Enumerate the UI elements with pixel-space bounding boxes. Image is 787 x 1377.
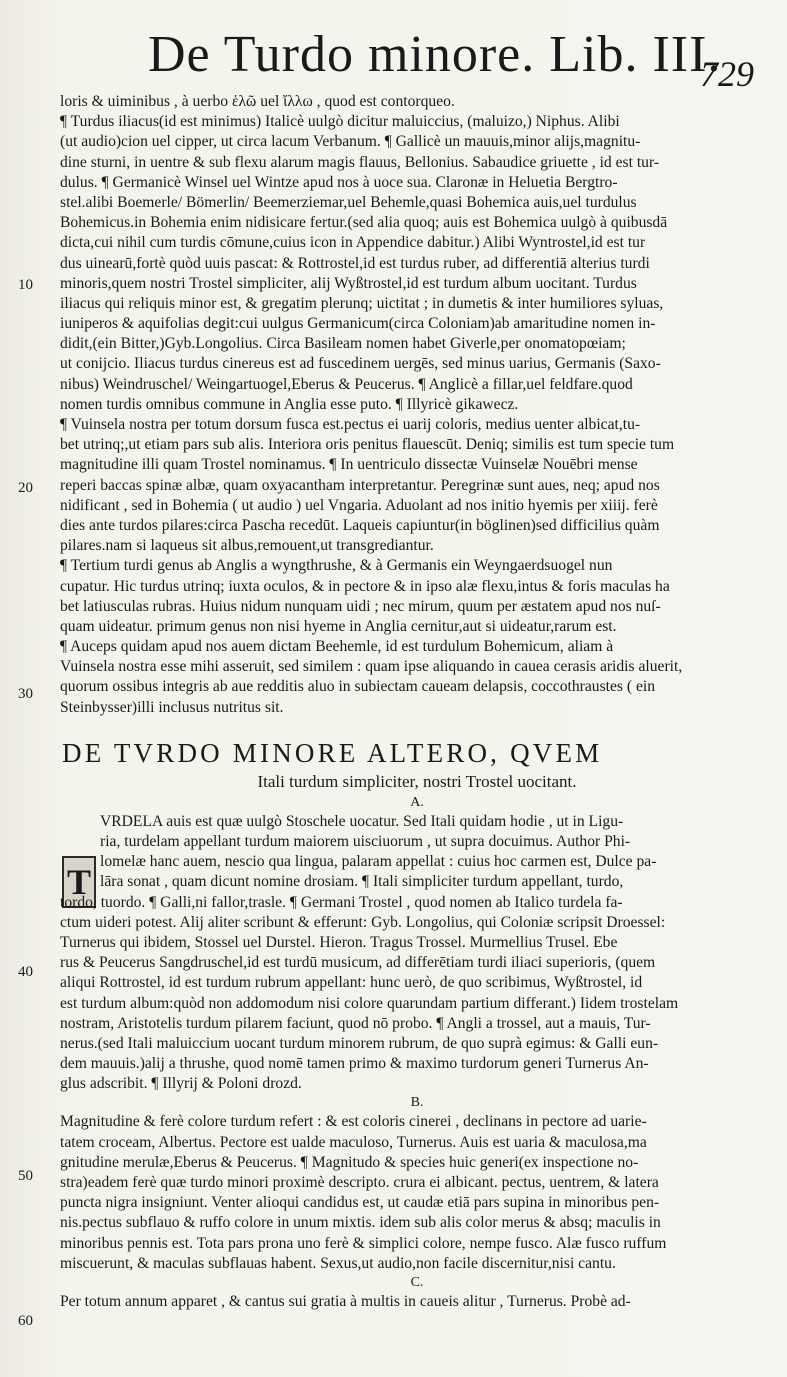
text-line: ¶ Vuinsela nostra per totum dorsum fusca est.pectus ei uarij coloris, medius uenter albicat,tu-	[60, 416, 641, 433]
main-text-column	[60, 92, 774, 1312]
text-line: puncta nigra insigniunt. Venter alioqui candidus est, ut caudæ etiā pars supina in minoribus pen-	[60, 1194, 660, 1212]
text-line: bet utrinq;,ut etiam pars sub alis. Interiora oris penitus flauescūt. Deniq; similis est tum specie tum	[60, 436, 675, 454]
text-line: dine sturni, in uentre & sub flexu alarum magis flauus, Bellonius. Sabaudice griuette , id est tur-	[60, 153, 660, 171]
text-line: pilares.nam si laqueus sit albus,remouent,ut transgrediantur.	[60, 537, 434, 555]
text-line: iliacus qui reliquis minor est, & gregatim plerunq; uictitat ; in dumetis & inter humiliores syluas,	[60, 294, 664, 312]
text-line: lomelæ hanc auem, nescio qua lingua, palaram appellat : cuius hoc carmen est, Dulce pa-	[100, 853, 657, 871]
text-line: Vuinsela nostra esse mihi asseruit, sed similem : quam ipse aliquando in cauea cerasis aridis aluerit,	[60, 658, 683, 676]
margin-line-number: 20	[18, 480, 33, 496]
margin-line-number: 10	[18, 277, 33, 293]
paragraph-block-description	[60, 1112, 774, 1274]
text-line: stel.alibi Boemerle/ Bömerlin/ Beemerziemar,uel Behemle,quasi Bohemica auis,uel turdulus	[60, 193, 637, 211]
running-title: De Turdo minore. Lib. III.	[148, 26, 722, 83]
margin-line-number: 60	[18, 1313, 33, 1329]
text-line: ¶ Turdus iliacus(id est minimus) Italicè uulgò dicitur maluiccius, (maluizo,) Niphus. Alibi	[60, 113, 620, 131]
text-line: Bohemicus.in Bohemia enim nidisicare fertur.(sed alia quoq; auis est Bohemica uulgò à quibusdā	[60, 214, 668, 232]
margin-line-number: 30	[18, 686, 33, 702]
text-line: nidificant , sed in Bohemia ( ut audio ) uel Vngaria. Aduolant ad nos initio hyemis per xiiij. ferè	[60, 496, 658, 514]
text-line: iuniperos & aquifolias degit:cui uulgus Germanicum(circa Coloniam)ab amaritudine nomen in-	[60, 315, 656, 333]
text-line: ria, turdelam appellant turdum maiorem uisciuorum , ut supra docuimus. Author Phi-	[100, 833, 631, 850]
decorated-initial: T	[62, 856, 96, 908]
text-line: bet latiusculas rubras. Huius nidum nunquam uidi ; nec mirum, quum per æstatem apud nos nuſ-	[60, 597, 661, 615]
paragraph-block-turdus-iliacus	[60, 92, 774, 718]
text-line: VRDELA auis est quæ uulgò Stoschele uocatur. Sed Itali quidam hodie , ut in Ligu-	[100, 812, 624, 830]
text-line: ¶ Auceps quidam apud nos auem dictam Beehemle, id est turdulum Bohemicum, aliam à	[60, 638, 614, 656]
text-line: Per totum annum apparet , & cantus sui gratia à multis in caueis alitur , Turnerus. Probè ad-	[60, 1292, 631, 1310]
text-line: dies ante turdos pilares:circa Pascha recedūt. Laqueis capiuntur(in böglinen)sed difficilius quàm	[60, 516, 660, 534]
text-line: dulus. ¶ Germanicè Winsel uel Wintze apud nos à uoce sua. Claronæ in Heluetia Bergtro-	[60, 173, 618, 191]
text-line: aliqui Rottrostel, id est turdum rubrum appellant: hunc uerò, de quo scribimus, Wyßtrostel, id	[60, 974, 643, 992]
margin-line-number: 40	[18, 964, 33, 980]
paragraph-block-habits	[60, 1292, 774, 1312]
section-mark-a: A.	[410, 794, 424, 810]
text-line: nerus.(sed Itali maluiccium uocant turdum minorem rubrum, de quo suprà egimus: & Galli eun-	[60, 1034, 659, 1052]
text-line: miscuerunt, & maculas subflauas habent. Sexus,ut audio,non facile discernitur,nisi cantu.	[60, 1254, 616, 1272]
text-line: Steinbysser)illi inclusus nutritus sit.	[60, 698, 284, 716]
text-line: rus & Peucerus Sangdruschel,id est turdū musicum, ad differētiam turdi iliaci superioris, (quem	[60, 954, 656, 972]
text-line: nis.pectus subflauo & ruffo colore in unum mixtis. idem sub alis color merus & absq; maculis in	[60, 1214, 661, 1232]
text-line: ctum uideri potest. Alij aliter scribunt & efferunt: Gyb. Longolius, qui Coloniæ scripsit Droessel:	[60, 913, 666, 931]
page-number: 729	[700, 54, 754, 94]
text-line: Turnerus qui ibidem, Stossel uel Durstel. Hieron. Tragus Trossel. Murmellius Trusel. Ebe	[60, 933, 618, 951]
text-line: magnitudine illi quam Trostel nominamus. ¶ In uentriculo dissectæ Vuinselæ Nouēbri mense	[60, 456, 638, 474]
text-line: didit,(ein Bitter,)Gyb.Longolius. Circa Basileam nomen habet Giverle,per onomatopœiam;	[60, 335, 626, 353]
text-line: quorum ossibus integris ab aue redditis aluo in subiectam caueam delapsis, coccothraustes ( ein	[60, 678, 655, 696]
text-line: gnitudine merulæ,Eberus & Peucerus. ¶ Magnitudo & species huic generi(ex inspectione no-	[60, 1153, 639, 1171]
text-line: dicta,cui nihil cum turdis cōmune,cuius icon in Appendice dabitur.) Alibi Wyntrostel,id est tur	[60, 234, 646, 252]
section-mark-c: C.	[410, 1274, 424, 1290]
paragraph-block-names	[60, 812, 774, 1095]
text-line: minoribus pennis est. Tota pars prona uno ferè & simplici colore, nempe fusco. Alæ fusco ruffum	[60, 1234, 667, 1252]
text-line: tordo, tuordo. ¶ Galli,ni fallor,trasle. ¶ Germani Trostel , quod nomen ab Italico turdela fa-	[60, 893, 623, 911]
page-header	[0, 14, 787, 94]
margin-line-number: 50	[18, 1168, 33, 1184]
section-subheading: Itali turdum simpliciter, nostri Trostel uocitant.	[257, 771, 577, 791]
section-heading: DE TVRDO MINORE ALTERO, QVEM	[62, 737, 603, 768]
text-line: stra)eadem ferè quæ turdo minori proximè descripto. crura ei albicant. pectus, uentrem, & latera	[60, 1174, 659, 1191]
text-line: tatem croceam, Albertus. Pectore est ualde maculoso, Turnerus. Auis est uaria & maculosa,ma	[60, 1133, 647, 1151]
text-line: cupatur. Hic turdus utrinq; iuxta oculos, & in pectore & in ipso alæ flexu,intus & foris maculas ha	[60, 577, 670, 595]
text-line: loris & uiminibus , à uerbo ἑλῶ uel ἴλλω , quod est contorqueo.	[60, 93, 455, 110]
text-line: glus adscribit. ¶ Illyrij & Poloni drozd.	[60, 1075, 302, 1093]
text-line: ¶ Tertium turdi genus ab Anglis a wyngthrushe, & à Germanis ein Weyngaerdsuogel nun	[60, 557, 613, 575]
text-line: nomen turdis omnibus commune in Anglia esse puto. ¶ Illyricè gikawecz.	[60, 395, 519, 413]
text-line: dem mauuis.)alij a thrushe, quod nomē tamen primo & maximo turdorum generi Turnerus An-	[60, 1055, 649, 1073]
text-line: Magnitudine & ferè colore turdum refert : & est coloris cinerei , declinans in pectore ad uarie-	[60, 1113, 647, 1131]
text-line: nibus) Weindruschel/ Weingartuogel,Eberus & Peucerus. ¶ Anglicè a fillar,uel feldfare.quod	[60, 375, 633, 393]
text-line: minoris,quem nostri Trostel simpliciter, alij Wyßtrostel,id est turdum album uocitant. Turdus	[60, 274, 637, 292]
text-line: quam uideatur. primum genus non nisi hyeme in Anglia cernitur,aut si uideatur,rarum est.	[60, 617, 617, 635]
text-line: lāra sonat , quam dicunt nomine drosiam. ¶ Itali simpliciter turdum appellant, turdo,	[100, 873, 624, 891]
text-line: ut conijcio. Iliacus turdus cinereus est ad fuscedinem uergēs, sed minus uarius, Germanis (Saxo-	[60, 355, 661, 373]
text-line: reperi baccas spinæ albæ, quam oxyacantham interpretantur. Peregrinæ sunt aues, neq; apud nos	[60, 476, 660, 494]
text-line: nostram, Aristotelis turdum pilarem faciunt, quod nō probo. ¶ Angli a trossel, aut a mauis, Tur-	[60, 1014, 651, 1032]
text-line: est turdum album:quòd non addomodum nisi colore quarundam partium differant.) Iidem trostelam	[60, 994, 679, 1012]
section-mark-b: B.	[410, 1095, 424, 1111]
text-line: dus uinearū,fortè quòd uuis pascat: & Rottrostel,id est turdus ruber, ad differentiā alterius turdi	[60, 254, 650, 272]
text-line: (ut audio)cion uel cipper, ut circa lacum Verbanum. ¶ Gallicè un mauuis,minor alijs,magnitu-	[60, 133, 641, 151]
